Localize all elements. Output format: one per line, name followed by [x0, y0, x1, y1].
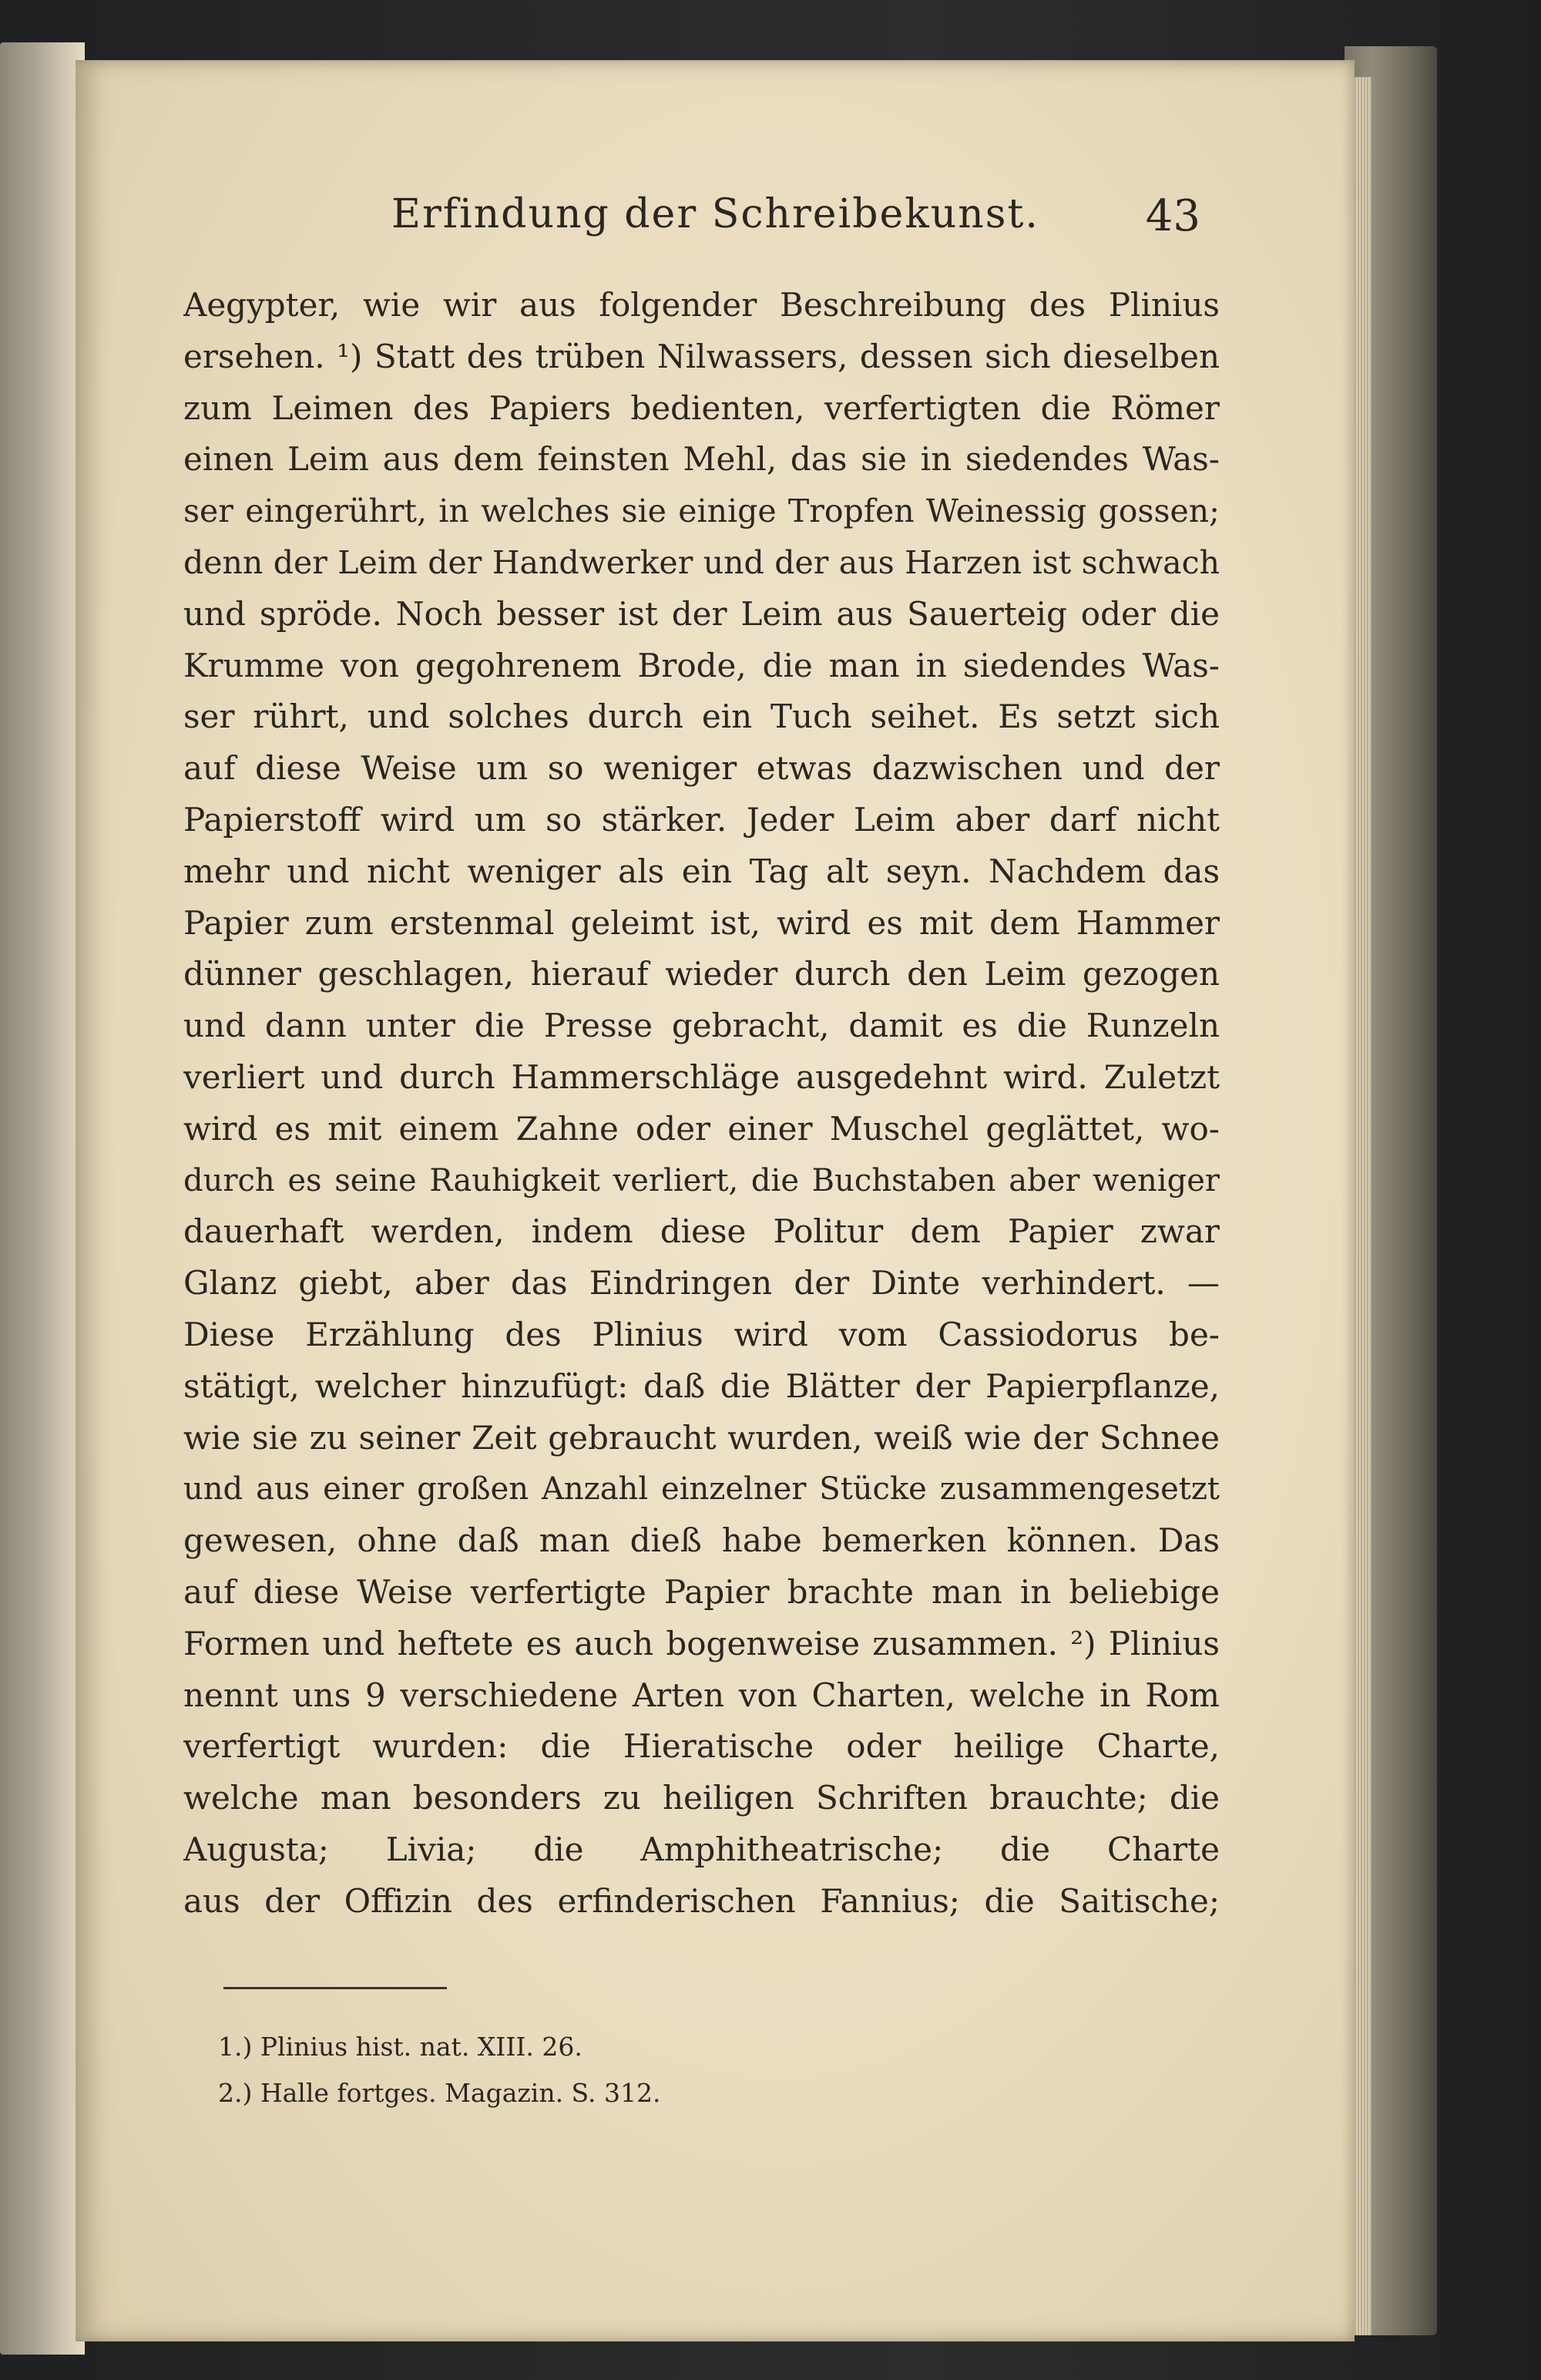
text-line: denn der Leim der Handwerker und der aus Harzen ist schwach	[183, 543, 1220, 581]
text-line: ser eingerührt, in welches sie einige Tropfen Weinessig gossen;	[183, 492, 1220, 530]
page-header	[76, 191, 1355, 261]
text-line: dauerhaft werden, indem diese Politur dem Papier zwar	[183, 1212, 1220, 1251]
book-page	[76, 60, 1355, 2341]
text-line: durch es seine Rauhigkeit verliert, die Buchstaben aber weniger	[183, 1162, 1220, 1198]
text-line: Formen und heftete es auch bogenweise zusammen. ²) Plinius	[183, 1624, 1220, 1662]
body-text	[183, 280, 1220, 1928]
text-line: stätigt, welcher hinzufügt: daß die Blätter der Papierpflanze,	[183, 1366, 1220, 1405]
text-line: dünner geschlagen, hierauf wieder durch den Leim gezogen	[183, 955, 1220, 993]
text-line: aus der Offizin des erfinderischen Fannius; die Saitische;	[183, 1881, 1220, 1920]
text-line: mehr und nicht weniger als ein Tag alt seyn. Nachdem das	[183, 852, 1220, 890]
text-line: Papier zum erstenmal geleimt ist, wird es mit dem Hammer	[183, 903, 1220, 942]
footnote: 1.) Plinius hist. nat. XIII. 26.	[218, 2032, 582, 2062]
book-cover-left	[0, 42, 85, 2355]
text-line: ersehen. ¹) Statt des trüben Nilwassers, dessen sich dieselben	[183, 337, 1220, 375]
text-line: zum Leimen des Papiers bedienten, verfertigten die Römer	[183, 388, 1220, 427]
text-line: nennt uns 9 verschiedene Arten von Charten, welche in Rom	[183, 1676, 1220, 1714]
text-line: verliert und durch Hammerschläge ausgedehnt wird. Zuletzt	[183, 1057, 1220, 1096]
text-line: wird es mit einem Zahne oder einer Muschel geglättet, wo-	[183, 1109, 1220, 1148]
footnote-rule	[223, 1987, 447, 1989]
text-line: Aegypter, wie wir aus folgender Beschreibung des Plinius	[183, 286, 1220, 324]
footnote: 2.) Halle fortges. Magazin. S. 312.	[218, 2078, 661, 2108]
text-line: und spröde. Noch besser ist der Leim aus Sauerteig oder die	[183, 594, 1220, 633]
text-line: ser rührt, und solches durch ein Tuch seihet. Es setzt sich	[183, 698, 1220, 736]
text-line: Glanz giebt, aber das Eindringen der Dinte verhindert. —	[183, 1264, 1220, 1303]
running-head: Erfindung der Schreibekunst.	[391, 191, 1039, 237]
footnotes	[218, 2024, 912, 2116]
text-line: auf diese Weise verfertigte Papier brachte man in beliebige	[183, 1572, 1220, 1611]
text-line: verfertigt wurden: die Hieratische oder heilige Charte,	[183, 1727, 1220, 1766]
text-line: Augusta; Livia; die Amphitheatrische; die Charte	[183, 1830, 1220, 1868]
text-line: und dann unter die Presse gebracht, damit es die Runzeln	[183, 1007, 1220, 1045]
text-line: wie sie zu seiner Zeit gebraucht wurden, weiß wie der Schnee	[183, 1418, 1220, 1457]
page-number: 43	[1145, 191, 1200, 241]
text-line: einen Leim aus dem feinsten Mehl, das sie in siedendes Was-	[183, 440, 1220, 479]
text-line: auf diese Weise um so weniger etwas dazwischen und der	[183, 749, 1220, 788]
text-line: welche man besonders zu heiligen Schriften brauchte; die	[183, 1779, 1220, 1817]
text-line: Krumme von gegohrenem Brode, die man in siedendes Was-	[183, 646, 1220, 684]
text-line: Papierstoff wird um so stärker. Jeder Leim aber darf nicht	[183, 800, 1220, 839]
text-line: gewesen, ohne daß man dieß habe bemerken können. Das	[183, 1521, 1220, 1560]
text-line: und aus einer großen Anzahl einzelner Stücke zusammengesetzt	[183, 1471, 1220, 1508]
text-line: Diese Erzählung des Plinius wird vom Cassiodorus be-	[183, 1315, 1220, 1353]
